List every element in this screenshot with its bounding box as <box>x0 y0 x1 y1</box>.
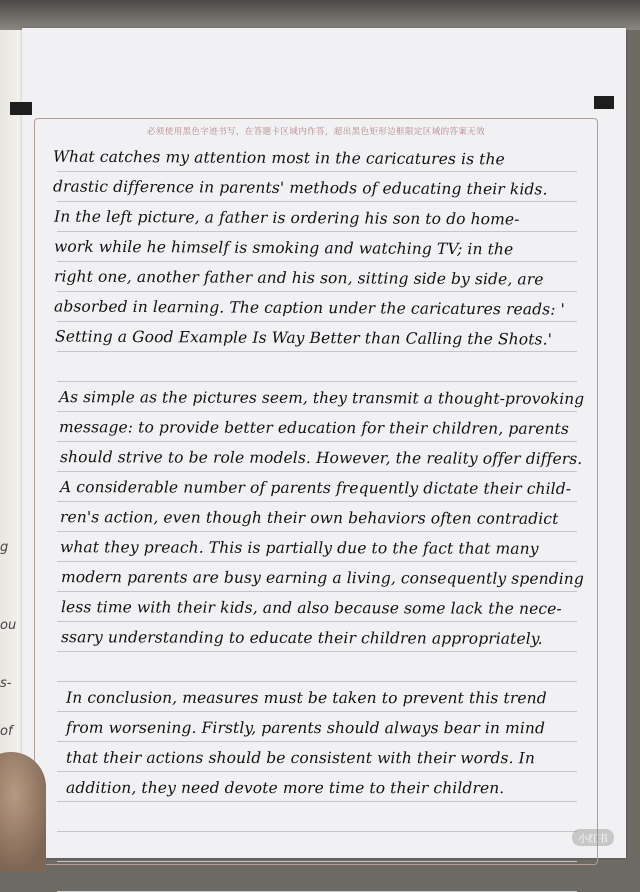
essay-line: absorbed in learning. The caption under the caricatures reads: ' <box>54 297 566 319</box>
ruled-line <box>57 261 577 262</box>
ruled-line <box>57 441 577 442</box>
essay-line: What catches my attention most in the caricatures is the <box>52 147 505 169</box>
ruled-line <box>57 741 577 742</box>
registration-mark-right <box>594 96 614 109</box>
essay-line: should strive to be role models. However, the reality offer differs. <box>59 448 582 468</box>
background-top-strip <box>0 0 640 30</box>
essay-line: In the left picture, a father is ordering his son to do home- <box>53 207 520 229</box>
ruled-line <box>57 681 577 682</box>
ruled-line <box>57 201 577 202</box>
essay-line: A considerable number of parents frequently dictate their child- <box>59 478 571 498</box>
ruled-line <box>57 711 577 712</box>
ruled-line <box>57 291 577 292</box>
ruled-line <box>57 471 577 472</box>
ruled-line <box>57 171 577 172</box>
ruled-line <box>57 771 577 772</box>
essay-line: what they preach. This is partially due to the fact that many <box>60 538 539 558</box>
ruled-line <box>57 411 577 412</box>
thumb <box>0 752 46 872</box>
essay-line: Setting a Good Example Is Way Better than Calling the Shots.' <box>54 327 552 349</box>
essay-line: message: to provide better education for their children, parents <box>59 418 570 438</box>
ruled-line <box>57 381 577 382</box>
ruled-line <box>57 561 577 562</box>
ruled-line <box>57 231 577 232</box>
essay-line: ssary understanding to educate their children appropriately. <box>60 628 543 648</box>
answer-frame <box>34 118 598 865</box>
essay-line: addition, they need devote more time to their children. <box>66 778 505 798</box>
ruled-line <box>57 801 577 802</box>
ruled-line <box>57 351 577 352</box>
margin-fragment: g <box>0 540 9 555</box>
essay-line: In conclusion, measures must be taken to prevent this trend <box>65 688 547 708</box>
essay-line: from worsening. Firstly, parents should always bear in mind <box>65 718 545 738</box>
margin-fragment: of <box>0 724 13 739</box>
ruled-line <box>57 651 577 652</box>
essay-line: that their actions should be consistent with their words. In <box>65 748 535 768</box>
essay-line: work while he himself is smoking and watching TV; in the <box>53 237 514 259</box>
margin-fragment: s- <box>0 676 12 691</box>
ruled-line <box>57 831 577 832</box>
watermark: 小红书 <box>572 829 614 846</box>
essay-line: less time with their kids, and also because some lack the nece- <box>60 598 562 618</box>
essay-line: right one, another father and his son, sitting side by side, are <box>53 267 544 289</box>
essay-line: modern parents are busy earning a living, consequently spending <box>60 568 584 588</box>
ruled-line <box>57 531 577 532</box>
margin-fragment: ou <box>0 618 17 633</box>
adjacent-page <box>0 30 22 853</box>
registration-mark-left <box>10 102 32 115</box>
essay-line: drastic difference in parents' methods of educating their kids. <box>53 177 548 199</box>
ruled-line <box>57 621 577 622</box>
ruled-line <box>57 591 577 592</box>
ruled-line <box>57 501 577 502</box>
essay-line: ren's action, even though their own behaviors often contradict <box>59 508 559 528</box>
answer-sheet <box>22 28 626 858</box>
ruled-line <box>57 321 577 322</box>
answer-notice: 必须使用黑色字迹书写，在答题卡区域内作答，超出黑色矩形边框限定区域的答案无效 <box>146 127 486 137</box>
ruled-line <box>57 861 577 862</box>
essay-line: As simple as the pictures seem, they transmit a thought-provoking <box>58 388 585 408</box>
